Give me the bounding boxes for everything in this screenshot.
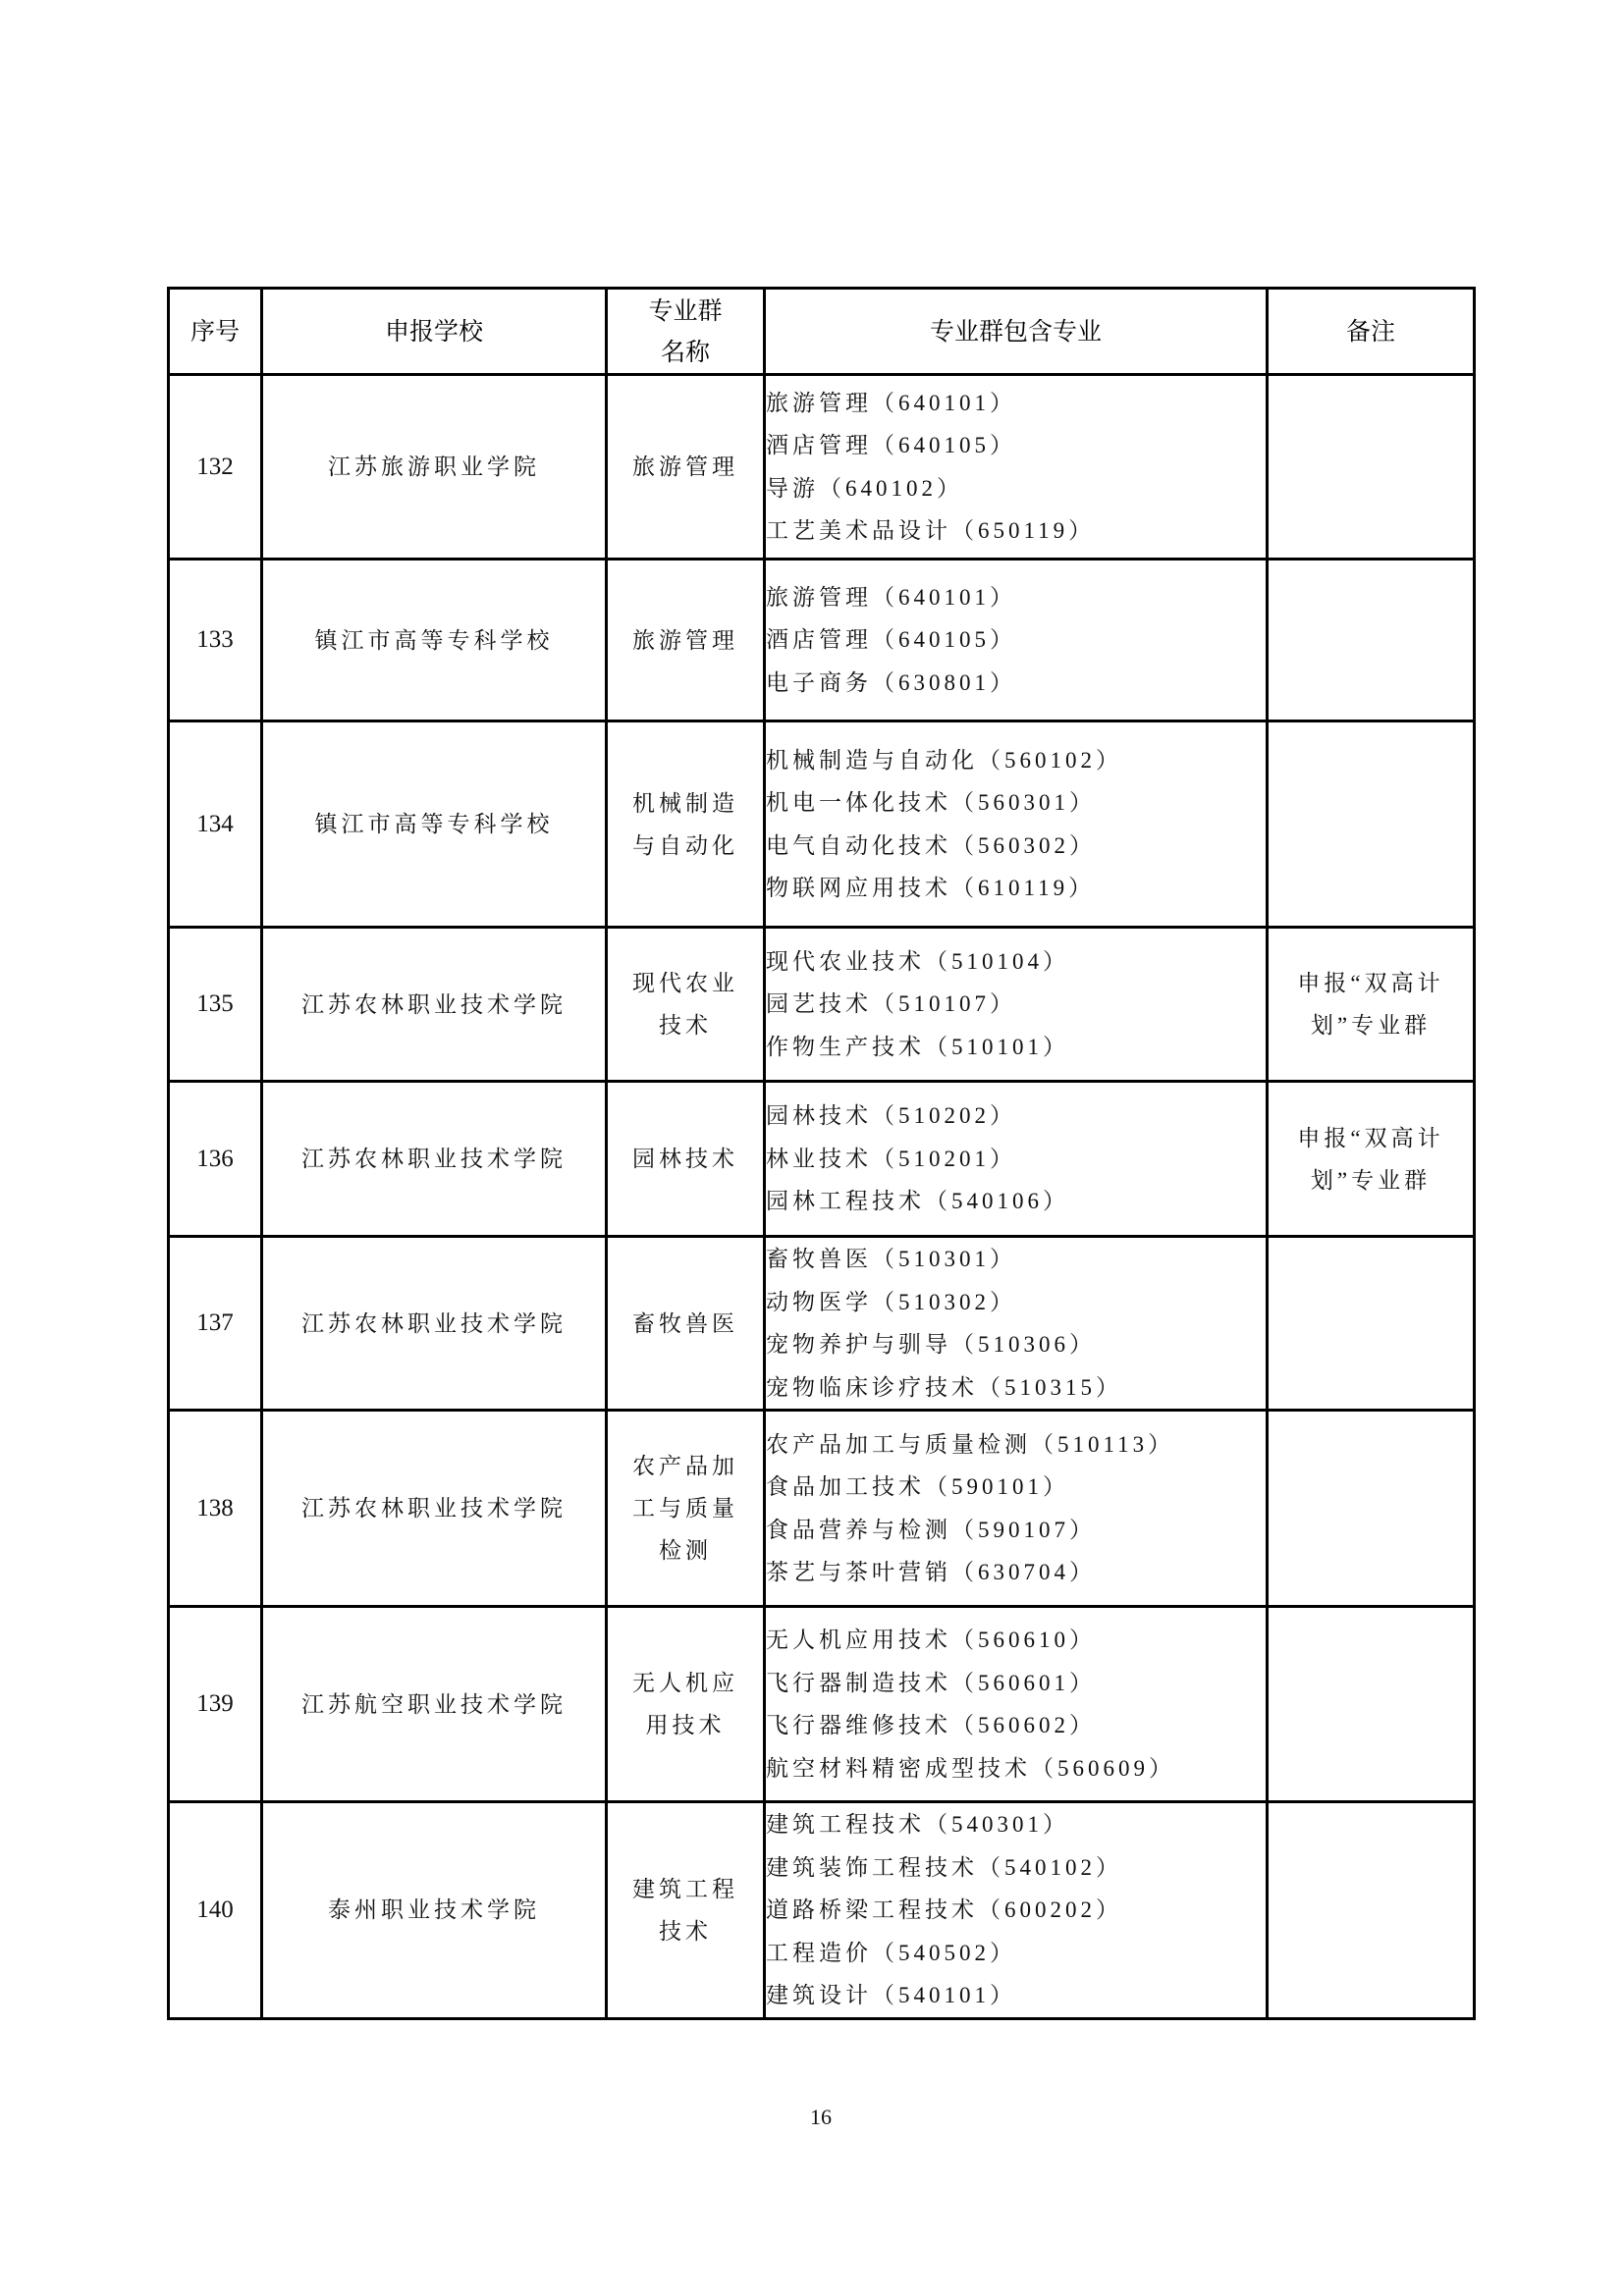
table-header-row <box>169 289 1475 375</box>
major-item: 建筑工程技术（540301） <box>766 1812 1069 1837</box>
school-name: 江苏旅游职业学院 <box>262 375 607 560</box>
table-row <box>169 1411 1475 1607</box>
major-item: 作物生产技术（510101） <box>766 1034 1069 1059</box>
major-item: 工艺美术品设计（650119） <box>766 518 1096 543</box>
group-name-text: 畜牧兽医 <box>632 1310 738 1336</box>
group-name-text: 机械制造与自动化 <box>632 790 738 858</box>
remark <box>1268 375 1475 560</box>
serial-number: 140 <box>169 1802 262 2019</box>
remark-text: 申报“双高计划”专业群 <box>1297 1125 1444 1193</box>
table-row <box>169 1237 1475 1411</box>
included-majors <box>765 1411 1268 1607</box>
included-majors <box>765 1237 1268 1411</box>
major-item: 建筑装饰工程技术（540102） <box>766 1854 1122 1880</box>
major-item: 导游（640102） <box>766 475 963 501</box>
serial-number: 136 <box>169 1082 262 1237</box>
remark-text: 申报“双高计划”专业群 <box>1297 971 1444 1038</box>
table-row <box>169 721 1475 928</box>
serial-number: 135 <box>169 928 262 1082</box>
major-item: 酒店管理（640105） <box>766 627 1016 653</box>
major-item: 旅游管理（640101） <box>766 390 1016 415</box>
major-item: 动物医学（510302） <box>766 1289 1016 1314</box>
included-majors <box>765 928 1268 1082</box>
included-majors <box>765 375 1268 560</box>
remark <box>1268 1802 1475 2019</box>
major-item: 茶艺与茶叶营销（630704） <box>766 1560 1096 1584</box>
major-item: 园艺技术（510107） <box>766 991 1016 1017</box>
major-item: 道路桥梁工程技术（600202） <box>766 1897 1122 1922</box>
table-row <box>169 1607 1475 1802</box>
major-item: 林业技术（510201） <box>766 1146 1016 1171</box>
group-name <box>607 560 765 721</box>
group-name-text: 园林技术 <box>632 1147 738 1171</box>
major-item: 园林工程技术（540106） <box>766 1189 1069 1214</box>
major-item: 宠物养护与驯导（510306） <box>766 1332 1096 1357</box>
major-item: 机械制造与自动化（560102） <box>766 747 1122 773</box>
school-name: 泰州职业技术学院 <box>262 1802 607 2019</box>
table-row <box>169 375 1475 560</box>
remark <box>1268 721 1475 928</box>
header-school: 申报学校 <box>262 289 607 375</box>
group-name <box>607 375 765 560</box>
major-item: 旅游管理（640101） <box>766 584 1016 610</box>
group-name <box>607 1802 765 2019</box>
serial-number: 137 <box>169 1237 262 1411</box>
group-name <box>607 928 765 1082</box>
table-row <box>169 1802 1475 2019</box>
school-name: 江苏航空职业技术学院 <box>262 1607 607 1802</box>
school-name: 江苏农林职业技术学院 <box>262 1082 607 1237</box>
group-name-text: 无人机应用技术 <box>632 1671 738 1737</box>
group-name-text: 农产品加工与质量检测 <box>632 1454 738 1563</box>
major-item: 工程造价（540502） <box>766 1940 1016 1965</box>
group-name-text: 现代农业技术 <box>632 971 738 1038</box>
school-name: 江苏农林职业技术学院 <box>262 928 607 1082</box>
school-name: 镇江市高等专科学校 <box>262 560 607 721</box>
major-item: 电子商务（630801） <box>766 669 1016 695</box>
major-item: 现代农业技术（510104） <box>766 948 1069 974</box>
school-name: 江苏农林职业技术学院 <box>262 1237 607 1411</box>
remark <box>1268 1082 1475 1237</box>
header-group-name <box>607 289 765 375</box>
header-group-name-line2: 名称 <box>660 337 710 366</box>
included-majors <box>765 721 1268 928</box>
page-number: 16 <box>810 2105 832 2129</box>
header-serial-number: 序号 <box>169 289 262 375</box>
major-item: 食品加工技术（590101） <box>766 1474 1069 1499</box>
group-name <box>607 1237 765 1411</box>
group-name <box>607 1607 765 1802</box>
serial-number: 134 <box>169 721 262 928</box>
major-item: 宠物临床诊疗技术（510315） <box>766 1374 1122 1400</box>
included-majors <box>765 1082 1268 1237</box>
major-item: 农产品加工与质量检测（510113） <box>766 1431 1175 1457</box>
major-item: 飞行器维修技术（560602） <box>766 1713 1096 1737</box>
specialty-group-table <box>167 287 1476 2020</box>
major-item: 畜牧兽医（510301） <box>766 1247 1016 1271</box>
major-item: 园林技术（510202） <box>766 1103 1016 1129</box>
major-item: 飞行器制造技术（560601） <box>766 1670 1096 1695</box>
header-group-name-line1: 专业群 <box>648 295 723 325</box>
serial-number: 139 <box>169 1607 262 1802</box>
major-item: 机电一体化技术（560301） <box>766 790 1096 815</box>
major-item: 电气自动化技术（560302） <box>766 832 1096 858</box>
remark <box>1268 928 1475 1082</box>
major-item: 无人机应用技术（560610） <box>766 1628 1096 1652</box>
group-name-text: 建筑工程技术 <box>632 1876 738 1944</box>
major-item: 食品营养与检测（590107） <box>766 1517 1096 1542</box>
group-name-text: 旅游管理 <box>632 627 738 653</box>
school-name: 镇江市高等专科学校 <box>262 721 607 928</box>
major-item: 建筑设计（540101） <box>766 1983 1016 2007</box>
header-included-majors: 专业群包含专业 <box>765 289 1268 375</box>
serial-number: 138 <box>169 1411 262 1607</box>
remark <box>1268 1237 1475 1411</box>
serial-number: 133 <box>169 560 262 721</box>
remark <box>1268 560 1475 721</box>
major-item: 航空材料精密成型技术（560609） <box>766 1755 1175 1781</box>
school-name: 江苏农林职业技术学院 <box>262 1411 607 1607</box>
included-majors <box>765 1607 1268 1802</box>
major-item: 酒店管理（640105） <box>766 433 1016 457</box>
table-row <box>169 1082 1475 1237</box>
group-name-text: 旅游管理 <box>632 454 738 479</box>
remark <box>1268 1607 1475 1802</box>
table-row <box>169 560 1475 721</box>
table-row <box>169 928 1475 1082</box>
group-name <box>607 1411 765 1607</box>
included-majors <box>765 560 1268 721</box>
group-name <box>607 721 765 928</box>
serial-number: 132 <box>169 375 262 560</box>
remark <box>1268 1411 1475 1607</box>
header-remark: 备注 <box>1268 289 1475 375</box>
included-majors <box>765 1802 1268 2019</box>
major-item: 物联网应用技术（610119） <box>766 876 1096 900</box>
group-name <box>607 1082 765 1237</box>
